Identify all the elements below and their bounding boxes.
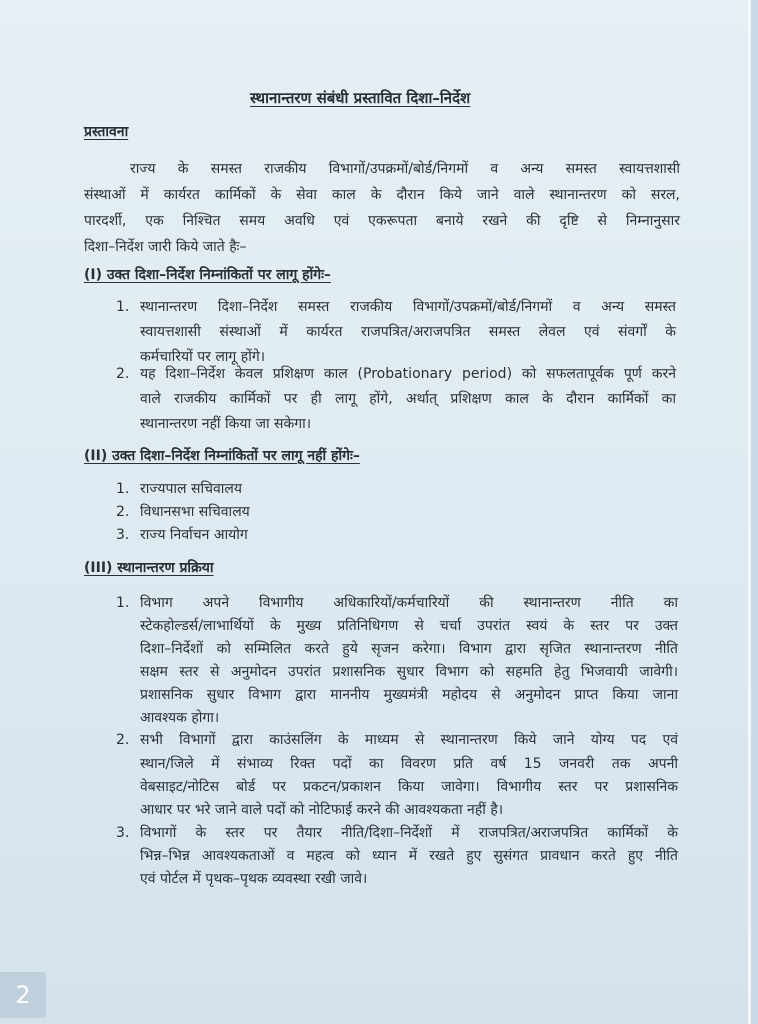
section-3-heading: (III) स्थानान्तरण प्रक्रिया [84, 560, 214, 576]
list-item-line: प्रशासनिक सुधार विभाग द्वारा माननीय मुख्यमंत्री महोदय से अनुमोदन प्राप्त किया जाना [140, 687, 678, 703]
list-item-text: राज्य निर्वाचन आयोग [140, 527, 248, 543]
list-item-number: 2. [116, 504, 130, 520]
list-item-text: विधानसभा सचिवालय [140, 504, 250, 520]
list-item-line: स्थान/जिले में संभाव्य रिक्त पदों का विवरण प्रति वर्ष 15 जनवरी तक अपनी [140, 756, 678, 772]
list-item-line: स्थानान्तरण नहीं किया जा सकेगा। [140, 416, 312, 432]
section-2-heading: (II) उक्त दिशा–निर्देश निम्नांकितों पर लागू नहीं होंगेः– [84, 448, 360, 464]
list-item-line: यह दिशा–निर्देश केवल प्रशिक्षण काल (Probationary period) को सफलतापूर्वक पूर्ण करने [140, 366, 676, 382]
list-item-number: 2. [116, 366, 130, 382]
list-item-line: आवश्यक होगा। [140, 710, 220, 726]
preamble-line: दिशा–निर्देश जारी किये जाते हैः– [84, 239, 247, 255]
list-item-line: स्टेकहोल्डर्स/लाभार्थियों के मुख्य प्रतिनिधिगण से चर्चा उपरांत स्वयं के स्तर पर उक्त [140, 618, 678, 634]
preamble-line: राज्य के समस्त राजकीय विभागों/उपक्रमों/बोर्ड/निगमों व अन्य समस्त स्वायत्तशासी [130, 161, 680, 177]
list-item-line: सक्षम स्तर से अनुमोदन उपरांत प्रशासनिक सुधार विभाग को सहमति हेतु भिजवायी जावेगी। [140, 664, 678, 680]
list-item-line: स्थानान्तरण दिशा–निर्देश समस्त राजकीय विभागों/उपक्रमों/बोर्ड/निगमों व अन्य समस्त [140, 299, 676, 315]
list-item-number: 1. [116, 595, 130, 611]
list-item-number: 1. [116, 481, 130, 497]
list-item-line: स्वायत्तशासी संस्थाओं में कार्यरत राजपत्रित/अराजपत्रित समस्त लेवल एवं संवर्गों के [140, 324, 676, 340]
background-page [751, 0, 758, 1024]
page-number-badge: 2 [0, 972, 46, 1018]
list-item-number: 3. [116, 825, 130, 841]
list-item-line: कर्मचारियों पर लागू होंगे। [140, 349, 266, 365]
list-item-number: 2. [116, 732, 130, 748]
list-item-line: आधार पर भरे जाने वाले पदों को नोटिफाई करने की आवश्यकता नहीं है। [140, 802, 504, 818]
preamble-line: पारदर्शी, एक निश्चित समय अवधि एवं एकरूपता बनाये रखने की दृष्टि से निम्नानुसार [84, 213, 680, 229]
document-title: स्थानान्तरण संबंधी प्रस्तावित दिशा–निर्देश [250, 89, 471, 107]
preamble-line: संस्थाओं में कार्यरत कार्मिकों के सेवा काल के दौरान किये जाने वाले स्थानान्तरण को सरल, [84, 187, 680, 203]
section-1-heading: (I) उक्त दिशा–निर्देश निम्नांकितों पर लागू होंगेः– [84, 267, 331, 283]
list-item-line: विभागों के स्तर पर तैयार नीति/दिशा–निर्देशों में राजपत्रित/अराजपत्रित कार्मिकों के [140, 825, 678, 841]
list-item-line: एवं पोर्टल में पृथक–पृथक व्यवस्था रखी जावे। [140, 871, 368, 887]
list-item-line: सभी विभागों द्वारा काउंसलिंग के माध्यम से स्थानान्तरण किये जाने योग्य पद एवं [140, 732, 678, 748]
list-item-number: 3. [116, 527, 130, 543]
list-item-line: भिन्न–भिन्न आवश्यकताओं व महत्व को ध्यान में रखते हुए सुसंगत प्रावधान करते हुए नीति [140, 848, 678, 864]
list-item-line: विभाग अपने विभागीय अधिकारियों/कर्मचारियों की स्थानान्तरण नीति का [140, 595, 678, 611]
list-item-line: वेबसाइट/नोटिस बोर्ड पर प्रकटन/प्रकाशन किया जावेगा। विभागीय स्तर पर प्रशासनिक [140, 779, 678, 795]
list-item-line: दिशा–निर्देशों को सम्मिलित करते हुये सृजन करेगा। विभाग द्वारा सृजित स्थानान्तरण नीति [140, 641, 678, 657]
list-item-number: 1. [116, 299, 130, 315]
preamble-heading: प्रस्तावना [84, 124, 129, 140]
list-item-line: वाले राजकीय कार्मिकों पर ही लागू होंगे, अर्थात् प्रशिक्षण काल के दौरान कार्मिकों का [140, 391, 676, 407]
list-item-text: राज्यपाल सचिवालय [140, 481, 243, 497]
